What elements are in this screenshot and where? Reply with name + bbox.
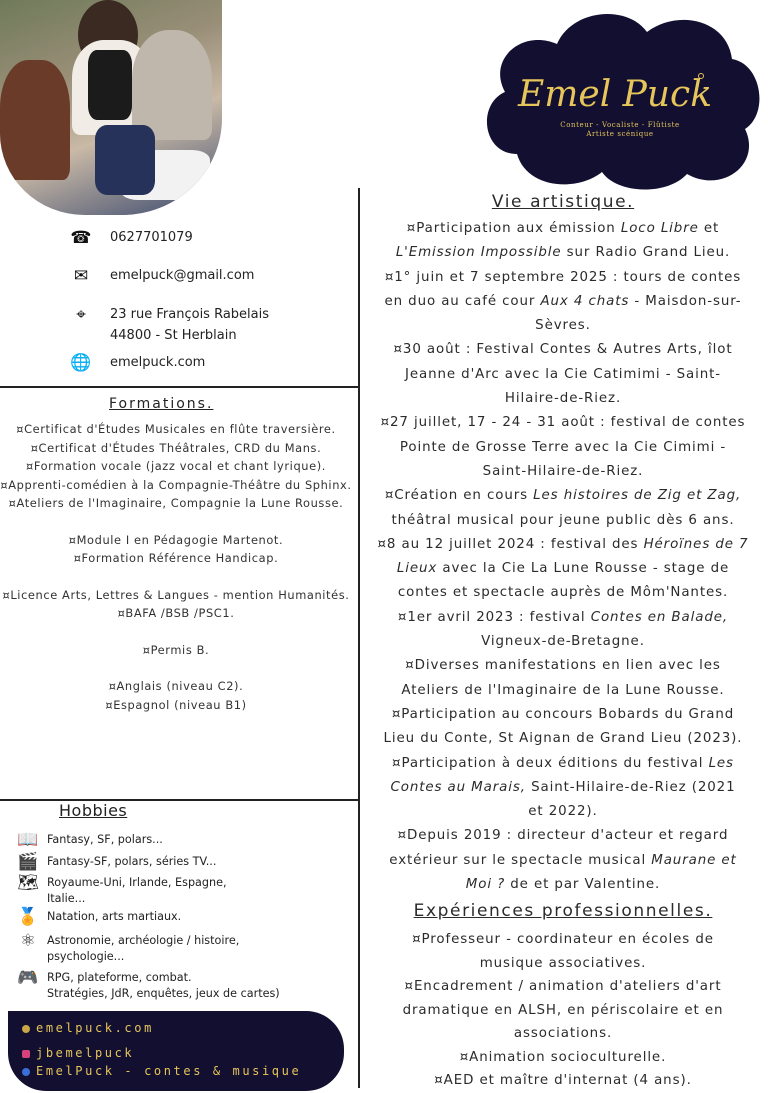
vie-item-4: ¤27 juillet, 17 - 24 - 31 août : festival de contes Pointe de Grosse Terre avec la Cie Cimimi - Saint-Hilaire-de-Riez. xyxy=(380,415,746,479)
social-website-label: emelpuck.com xyxy=(36,1021,154,1035)
logo-tagline-1: Conteur - Vocaliste - Flûtiste xyxy=(560,121,680,129)
divider-contact xyxy=(0,386,359,388)
website-link[interactable]: emelpuck.com xyxy=(110,355,206,370)
phone-icon: ☎ xyxy=(70,228,92,248)
vie-item-8: ¤Diverses manifestations en lien avec les Ateliers de l'Imaginaire de la Lune Rousse. xyxy=(401,658,725,698)
social-banner xyxy=(8,1011,344,1091)
hobby-line-1: Natation, arts martiaux. xyxy=(47,910,182,923)
experience-item: ¤Animation socioculturelle. xyxy=(459,1049,667,1065)
logo-name: Emel Puck xyxy=(517,74,713,115)
divider-formations xyxy=(0,799,359,801)
phone-number[interactable]: 0627701079 xyxy=(110,230,193,245)
formation-item: ¤Apprenti-comédien à la Compagnie-Théâtre du Sphinx. xyxy=(0,477,352,492)
experience-item: ¤AED et maître d'internat (4 ans). xyxy=(434,1073,692,1089)
gamepad-icon: 🎮 xyxy=(17,968,39,988)
vie-artistique-title: Vie artistique. xyxy=(491,192,635,212)
atom-icon: ⚛ xyxy=(20,931,36,951)
formation-item: ¤Module I en Pédagogie Martenot. xyxy=(68,532,284,547)
globe-icon: 🌐 xyxy=(70,353,92,373)
vie-item-6: ¤8 au 12 juillet 2024 : festival des Héroïnes de 7 Lieux avec la Cie La Lune Rousse - stage de contes et spectacle auprès de Môm'Nantes. xyxy=(377,536,749,601)
logo-tagline-2: Artiste scénique xyxy=(586,130,654,138)
medal-icon: 🏅 xyxy=(17,907,39,927)
email-address[interactable]: emelpuck@gmail.com xyxy=(110,268,255,283)
hobby-line-1: RPG, plateforme, combat. xyxy=(47,971,192,984)
logo-cloud xyxy=(477,4,764,190)
formation-item: ¤Ateliers de l'Imaginaire, Compagnie la Lune Rousse. xyxy=(8,496,344,510)
formation-item: ¤Certificat d'Études Théâtrales, CRD du Mans. xyxy=(30,440,322,455)
hobby-line-2: psychologie... xyxy=(47,950,125,963)
hobby-line-1: Fantasy, SF, polars... xyxy=(47,833,163,846)
formation-item: ¤Formation Référence Handicap. xyxy=(73,551,279,565)
vie-item-9: ¤Participation au concours Bobards du Grand Lieu du Conte, St Aignan de Grand Lieu (2023). xyxy=(383,706,743,747)
vie-item-5: ¤Création en cours Les histoires de Zig et Zag, théâtral musical pour jeune public dès 6 ans. xyxy=(384,488,742,528)
experiences-title: Expériences professionnelles. xyxy=(413,901,713,922)
experience-item: associations. xyxy=(513,1026,613,1042)
social-facebook-label: EmelPuck - contes & musique xyxy=(36,1064,302,1078)
vie-item-2: ¤1° juin et 7 septembre 2025 : tours de contes en duo au café cour Aux 4 chats - Maisdon-sur- Sèvres. xyxy=(384,269,742,334)
social-facebook[interactable] xyxy=(22,1064,301,1078)
hobby-line-2: Italie... xyxy=(47,892,86,905)
formations-title: Formations. xyxy=(109,396,214,412)
hobby-line-2: Stratégies, JdR, enquêtes, jeux de cartes) xyxy=(47,987,280,1000)
formation-item: ¤Licence Arts, Lettres & Langues - mention Humanités. xyxy=(2,587,350,602)
formation-item: ¤Anglais (niveau C2). xyxy=(108,679,244,693)
social-website[interactable] xyxy=(22,1021,154,1035)
hobby-line-1: Astronomie, archéologie / histoire, xyxy=(47,934,240,947)
vie-item-11: ¤Depuis 2019 : directeur d'acteur et regard extérieur sur le spectacle musical Maurane et Moi ? de et par Valentine. xyxy=(389,828,737,893)
vie-item-7: ¤1er avril 2023 : festival Contes en Balade, Vigneux-de-Bretagne. xyxy=(397,609,729,650)
clapperboard-icon: 🎬 xyxy=(17,852,39,872)
formation-item: ¤BAFA /BSB /PSC1. xyxy=(117,606,235,620)
globe-icon xyxy=(22,1025,30,1033)
formation-item: ¤Certificat d'Études Musicales en flûte traversière. xyxy=(16,422,336,436)
address-line-2: 44800 - St Herblain xyxy=(110,328,237,343)
social-instagram-label: jbemelpuck xyxy=(36,1046,135,1060)
location-pin-icon: ⌖ xyxy=(76,305,86,325)
formation-item: ¤Permis B. xyxy=(142,642,210,657)
column-divider xyxy=(358,188,360,1088)
experience-item: dramatique en ALSH, en périscolaire et en xyxy=(402,1002,724,1018)
address-line-1: 23 rue François Rabelais xyxy=(110,307,270,322)
social-instagram[interactable] xyxy=(22,1046,134,1060)
formation-item: ¤Espagnol (niveau B1) xyxy=(105,697,247,712)
hobby-line-1: Royaume-Uni, Irlande, Espagne, xyxy=(47,876,227,889)
hobby-line-1: Fantasy-SF, polars, séries TV... xyxy=(47,855,217,868)
formations-list xyxy=(0,420,352,714)
right-column xyxy=(366,190,760,1093)
experiences-list xyxy=(366,928,760,1093)
vie-item-10: ¤Participation à deux éditions du festival Les Contes au Marais, Saint-Hilaire-de-Riez (2021 et 2022). xyxy=(390,755,736,820)
map-icon: 🗺 xyxy=(17,873,39,893)
book-icon: 📖 xyxy=(17,830,39,850)
email-icon: ✉ xyxy=(73,266,89,286)
vie-item-1: ¤Participation aux émission Loco Libre et L'Emission Impossible sur Radio Grand Lieu. xyxy=(395,221,731,261)
profile-photo xyxy=(0,0,222,215)
vie-item-3: ¤30 août : Festival Contes & Autres Arts, îlot Jeanne d'Arc avec la Cie Catimimi - Saint- Hilaire-de-Riez. xyxy=(393,342,733,407)
experience-item: musique associatives. xyxy=(479,955,647,971)
experience-item: ¤Encadrement / animation d'ateliers d'art xyxy=(404,979,722,995)
hobbies-title: Hobbies xyxy=(59,801,128,820)
formation-item: ¤Formation vocale (jazz vocal et chant lyrique). xyxy=(26,459,326,473)
experience-item: ¤Professeur - coordinateur en écoles de xyxy=(412,932,714,948)
instagram-icon xyxy=(22,1050,30,1058)
facebook-icon xyxy=(22,1068,30,1076)
